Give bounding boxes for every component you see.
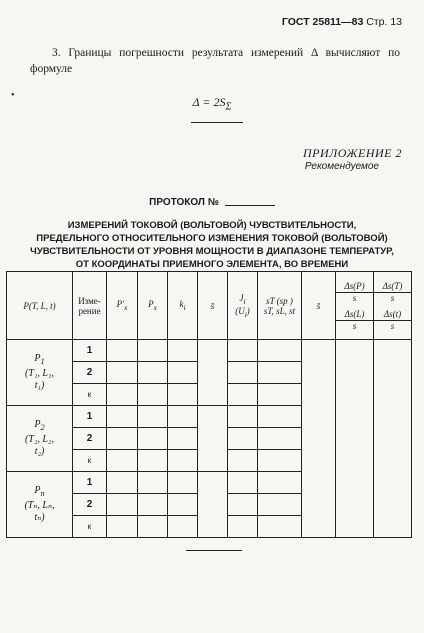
header-k-text: k: [179, 299, 184, 310]
protocol-table: [6, 271, 412, 538]
cell-merged: [198, 472, 228, 538]
cell-merged: [374, 340, 412, 538]
ratio3: [336, 309, 373, 331]
cell: [168, 340, 198, 362]
ratio4: [374, 309, 411, 331]
protocol-title: [0, 219, 424, 271]
cell: [228, 384, 258, 406]
title-line: ЧУВСТВИТЕЛЬНОСТИ ОТ УРОВНЯ МОЩНОСТИ В ДИАПАЗОНЕ ТЕМПЕРАТУР,: [30, 246, 394, 257]
measurement-number: 2: [73, 362, 107, 384]
cell: [228, 494, 258, 516]
measurement-number: к: [73, 516, 107, 538]
cell: [258, 450, 302, 472]
header-j-u: [228, 272, 258, 340]
ratio1-bottom: s: [352, 292, 357, 303]
group-p-sub: n: [40, 489, 45, 498]
cell: [228, 406, 258, 428]
title-line: ИЗМЕРЕНИЙ ТОКОВОЙ (ВОЛЬТОВОЙ) ЧУВСТВИТЕЛЬНОСТИ,: [67, 220, 357, 231]
header-ratio-col1: [336, 272, 374, 340]
header-k-sub: i: [183, 302, 186, 312]
header-j-text: J: [239, 292, 244, 303]
group-p-sub: 1: [40, 357, 45, 366]
group-args: (T₂, L₂,: [25, 434, 54, 445]
cell-merged: [336, 340, 374, 538]
cell: [258, 384, 302, 406]
measurement-number: к: [73, 450, 107, 472]
header-p-k-text: P: [148, 299, 154, 310]
cell: [228, 450, 258, 472]
header-st-top: sT (sp ): [266, 295, 293, 306]
cell: [107, 428, 138, 450]
cell: [168, 450, 198, 472]
ratio2-bottom: s: [390, 292, 395, 303]
header-u-close: ): [246, 305, 250, 316]
group-args2: t₁): [34, 380, 45, 391]
cell: [228, 516, 258, 538]
group-param: [7, 340, 73, 406]
cell: [258, 406, 302, 428]
header-s-bar: s̄: [198, 272, 228, 340]
group-args2: t₂): [34, 446, 45, 457]
cell-merged: [198, 340, 228, 406]
cell: [138, 450, 168, 472]
header-p-prime-text: P′: [116, 299, 125, 310]
cell: [168, 494, 198, 516]
cell: [258, 472, 302, 494]
page-number: Стр. 13: [366, 16, 402, 28]
cell: [138, 340, 168, 362]
measurement-number: к: [73, 384, 107, 406]
header-k: [168, 272, 198, 340]
cell: [228, 362, 258, 384]
cell: [228, 428, 258, 450]
formula-subscript: Σ: [225, 101, 232, 113]
paragraph-text: 3. Границы погрешности результата измерений Δ вычисляют по формуле: [30, 47, 400, 75]
header-p-k-sub: x: [153, 302, 157, 312]
group-args2: tₙ): [34, 512, 45, 523]
cell: [168, 428, 198, 450]
header-st: [258, 272, 302, 340]
header-u-sub: i: [244, 309, 247, 319]
header-p-prime-sub: x: [124, 302, 128, 312]
cell: [228, 472, 258, 494]
cell: [168, 516, 198, 538]
cell: [168, 406, 198, 428]
formula: [0, 95, 424, 112]
margin-dot: •: [11, 90, 15, 101]
cell: [107, 406, 138, 428]
cell: [138, 428, 168, 450]
cell-merged: [302, 340, 336, 538]
group-args: (Tₙ, Lₙ,: [24, 500, 55, 511]
cell: [107, 494, 138, 516]
group-p: P: [34, 419, 41, 430]
cell: [258, 340, 302, 362]
ratio3-top: Δs(L): [336, 309, 373, 321]
header-j-sub: i: [243, 296, 246, 306]
group-args: (T₁, L₁,: [25, 368, 54, 379]
appendix-subtitle: Рекомендуемое: [304, 161, 379, 172]
group-p: P: [34, 485, 41, 496]
group-p-sub: 2: [40, 423, 45, 432]
protocol-heading: [0, 197, 424, 208]
formula-text: Δ = 2S: [192, 95, 226, 109]
divider-rule: [191, 122, 243, 123]
header-u-text: (U: [235, 305, 245, 316]
group-p: P: [34, 353, 41, 364]
cell: [258, 516, 302, 538]
standard-number: ГОСТ 25811—83: [281, 16, 364, 28]
cell: [138, 406, 168, 428]
ratio1: [336, 281, 373, 303]
ratio2: [374, 281, 411, 303]
group-param: [7, 406, 73, 472]
cell: [228, 340, 258, 362]
header-p-k: [138, 272, 168, 340]
header-st-bottom: sT, sL, st: [263, 305, 296, 316]
cell: [107, 384, 138, 406]
title-line: ОТ КООРДИНАТЫ ПРИЕМНОГО ЭЛЕМЕНТА, ВО ВРЕМЕНИ: [75, 259, 349, 270]
cell: [258, 428, 302, 450]
group-param: [7, 472, 73, 538]
measurement-number: 1: [73, 340, 107, 362]
table-header-row: [7, 272, 412, 340]
header-param: P(T, L, t): [7, 272, 73, 340]
cell: [138, 516, 168, 538]
cell: [138, 472, 168, 494]
page-header: [282, 16, 402, 28]
header-p-prime: [107, 272, 138, 340]
measurement-number: 2: [73, 494, 107, 516]
cell-merged: [198, 406, 228, 472]
measurement-number: 2: [73, 428, 107, 450]
table-row: [7, 340, 412, 362]
cell: [107, 516, 138, 538]
measurement-number: 1: [73, 472, 107, 494]
header-s: s̄: [302, 272, 336, 340]
appendix-title: ПРИЛОЖЕНИЕ 2: [303, 146, 402, 160]
cell: [168, 362, 198, 384]
cell: [107, 450, 138, 472]
ratio1-top: Δs(P): [336, 281, 373, 293]
ratio2-top: Δs(T): [374, 281, 411, 293]
header-measurement: Изме-рение: [73, 272, 107, 340]
cell: [138, 362, 168, 384]
measurement-number: 1: [73, 406, 107, 428]
cell: [107, 362, 138, 384]
title-line: ПРЕДЕЛЬНОГО ОТНОСИТЕЛЬНОГО ИЗМЕНЕНИЯ ТОКОВОЙ (ВОЛЬТОВОЙ): [36, 233, 388, 244]
protocol-number-line: [225, 205, 275, 206]
cell: [258, 494, 302, 516]
cell: [138, 384, 168, 406]
cell: [107, 472, 138, 494]
divider-rule: [186, 550, 242, 551]
ratio4-bottom: s: [390, 320, 395, 331]
ratio4-top: Δs(t): [374, 309, 411, 321]
cell: [107, 340, 138, 362]
ratio3-bottom: s: [352, 320, 357, 331]
cell: [168, 384, 198, 406]
protocol-label: ПРОТОКОЛ №: [149, 197, 219, 208]
cell: [168, 472, 198, 494]
cell: [258, 362, 302, 384]
header-ratio-col2: [374, 272, 412, 340]
cell: [138, 494, 168, 516]
